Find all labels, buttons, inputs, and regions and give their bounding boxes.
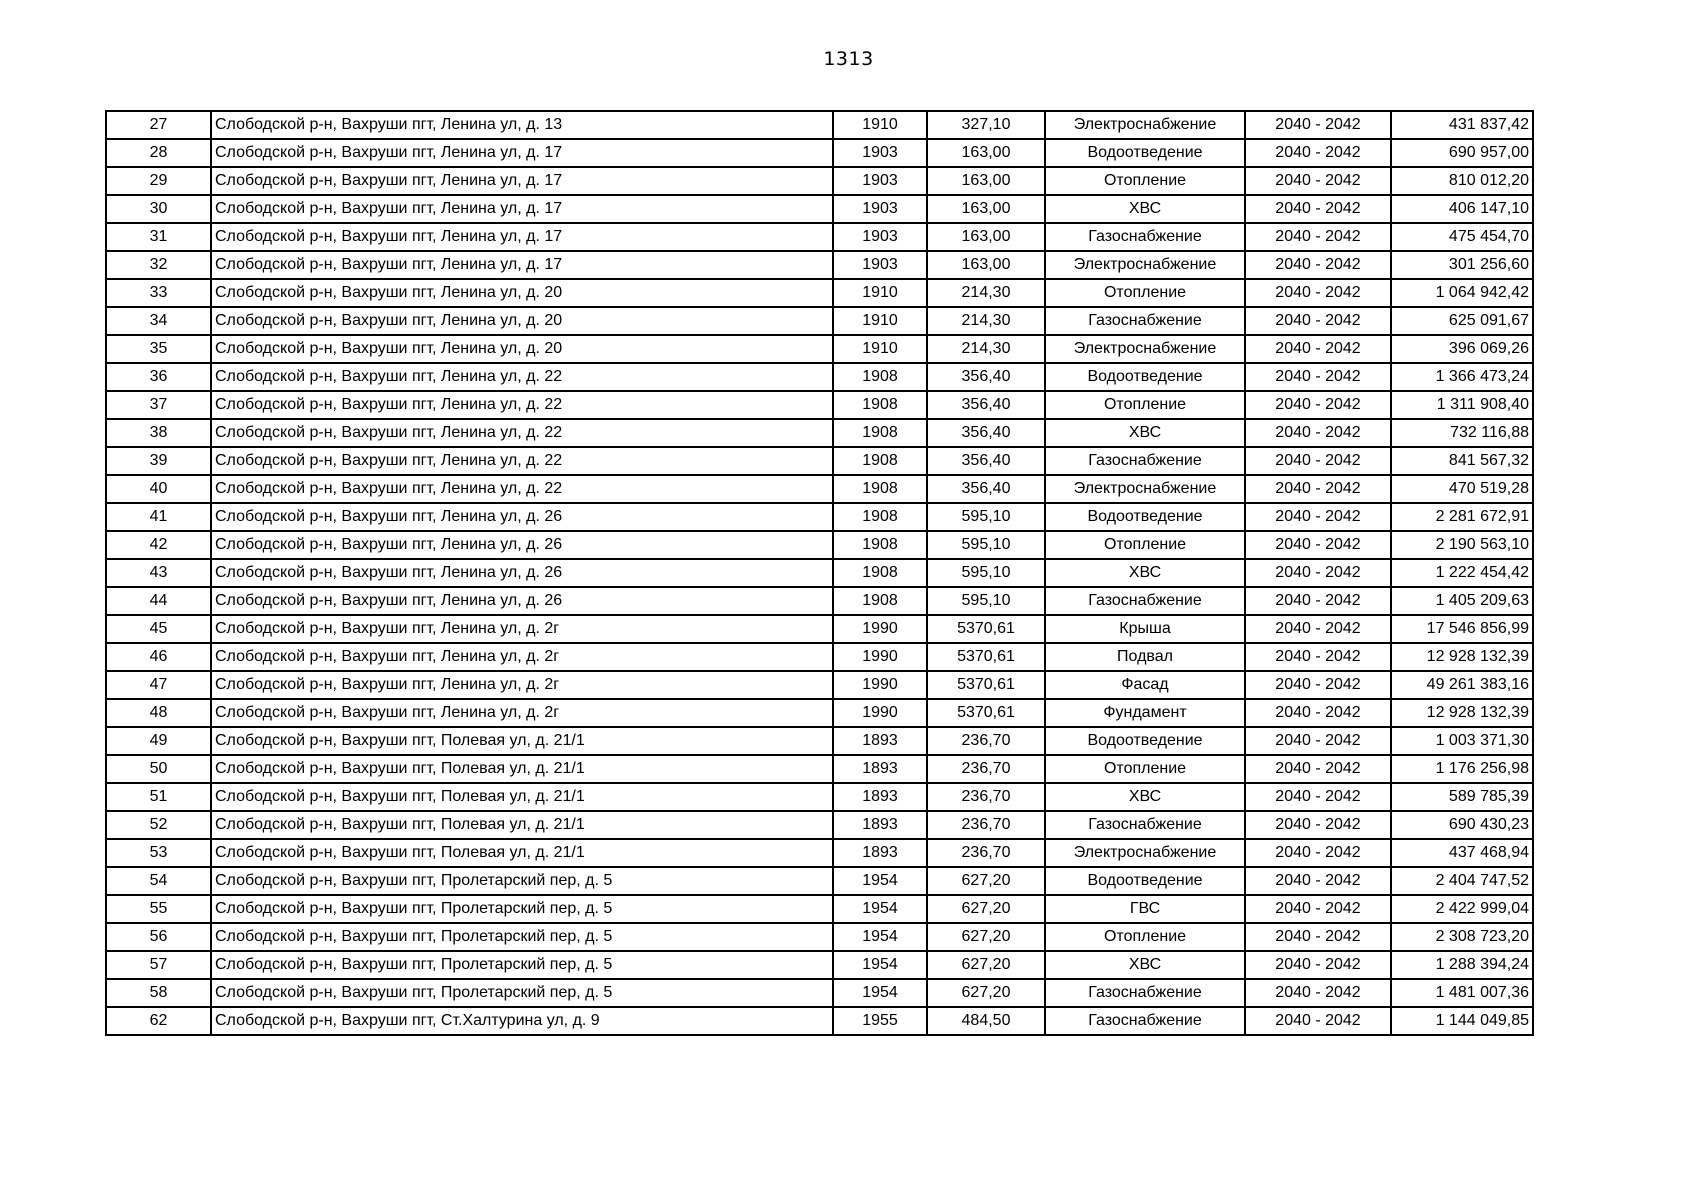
address-cell: Слободской р-н, Вахруши пгт, Ленина ул, д. 2г	[211, 643, 833, 671]
year-built-cell: 1903	[833, 223, 927, 251]
cost-cell: 841 567,32	[1391, 447, 1533, 475]
row-number-cell: 54	[106, 867, 211, 895]
period-cell: 2040 - 2042	[1245, 447, 1391, 475]
address-cell: Слободской р-н, Вахруши пгт, Пролетарский пер, д. 5	[211, 923, 833, 951]
year-built-cell: 1908	[833, 475, 927, 503]
row-number-cell: 62	[106, 1007, 211, 1035]
table-row	[106, 895, 1533, 923]
work-type-cell: Электроснабжение	[1045, 251, 1245, 279]
year-built-cell: 1954	[833, 979, 927, 1007]
work-type-cell: Водоотведение	[1045, 139, 1245, 167]
work-type-cell: ХВС	[1045, 419, 1245, 447]
row-number-cell: 44	[106, 587, 211, 615]
period-cell: 2040 - 2042	[1245, 279, 1391, 307]
period-cell: 2040 - 2042	[1245, 615, 1391, 643]
year-built-cell: 1903	[833, 139, 927, 167]
cost-cell: 396 069,26	[1391, 335, 1533, 363]
row-number-cell: 41	[106, 503, 211, 531]
table-row	[106, 615, 1533, 643]
period-cell: 2040 - 2042	[1245, 559, 1391, 587]
cost-cell: 1 481 007,36	[1391, 979, 1533, 1007]
work-type-cell: Газоснабжение	[1045, 979, 1245, 1007]
cost-cell: 2 190 563,10	[1391, 531, 1533, 559]
area-cell: 595,10	[927, 559, 1045, 587]
address-cell: Слободской р-н, Вахруши пгт, Ст.Халтурина ул, д. 9	[211, 1007, 833, 1035]
period-cell: 2040 - 2042	[1245, 895, 1391, 923]
row-number-cell: 45	[106, 615, 211, 643]
work-type-cell: ХВС	[1045, 195, 1245, 223]
cost-cell: 12 928 132,39	[1391, 643, 1533, 671]
cost-cell: 2 308 723,20	[1391, 923, 1533, 951]
period-cell: 2040 - 2042	[1245, 223, 1391, 251]
table-row	[106, 811, 1533, 839]
row-number-cell: 30	[106, 195, 211, 223]
row-number-cell: 34	[106, 307, 211, 335]
address-cell: Слободской р-н, Вахруши пгт, Полевая ул, д. 21/1	[211, 755, 833, 783]
row-number-cell: 37	[106, 391, 211, 419]
year-built-cell: 1990	[833, 615, 927, 643]
row-number-cell: 40	[106, 475, 211, 503]
table-row	[106, 167, 1533, 195]
work-type-cell: Электроснабжение	[1045, 839, 1245, 867]
address-cell: Слободской р-н, Вахруши пгт, Ленина ул, д. 22	[211, 475, 833, 503]
table-row	[106, 195, 1533, 223]
table-row	[106, 447, 1533, 475]
work-type-cell: Отопление	[1045, 391, 1245, 419]
cost-cell: 690 430,23	[1391, 811, 1533, 839]
year-built-cell: 1954	[833, 923, 927, 951]
address-cell: Слободской р-н, Вахруши пгт, Ленина ул, д. 2г	[211, 671, 833, 699]
cost-cell: 1 288 394,24	[1391, 951, 1533, 979]
year-built-cell: 1893	[833, 783, 927, 811]
address-cell: Слободской р-н, Вахруши пгт, Полевая ул, д. 21/1	[211, 839, 833, 867]
area-cell: 595,10	[927, 531, 1045, 559]
row-number-cell: 48	[106, 699, 211, 727]
table-row	[106, 671, 1533, 699]
address-cell: Слободской р-н, Вахруши пгт, Ленина ул, д. 20	[211, 335, 833, 363]
period-cell: 2040 - 2042	[1245, 671, 1391, 699]
area-cell: 214,30	[927, 335, 1045, 363]
period-cell: 2040 - 2042	[1245, 139, 1391, 167]
page-number: 1313	[823, 48, 874, 70]
address-cell: Слободской р-н, Вахруши пгт, Ленина ул, д. 2г	[211, 699, 833, 727]
row-number-cell: 43	[106, 559, 211, 587]
row-number-cell: 49	[106, 727, 211, 755]
row-number-cell: 56	[106, 923, 211, 951]
address-cell: Слободской р-н, Вахруши пгт, Ленина ул, д. 22	[211, 391, 833, 419]
area-cell: 356,40	[927, 391, 1045, 419]
year-built-cell: 1990	[833, 671, 927, 699]
area-cell: 627,20	[927, 923, 1045, 951]
address-cell: Слободской р-н, Вахруши пгт, Ленина ул, д. 2г	[211, 615, 833, 643]
address-cell: Слободской р-н, Вахруши пгт, Полевая ул, д. 21/1	[211, 727, 833, 755]
row-number-cell: 55	[106, 895, 211, 923]
year-built-cell: 1954	[833, 895, 927, 923]
period-cell: 2040 - 2042	[1245, 335, 1391, 363]
area-cell: 627,20	[927, 979, 1045, 1007]
row-number-cell: 33	[106, 279, 211, 307]
table-row	[106, 531, 1533, 559]
cost-cell: 1 003 371,30	[1391, 727, 1533, 755]
period-cell: 2040 - 2042	[1245, 363, 1391, 391]
address-cell: Слободской р-н, Вахруши пгт, Ленина ул, д. 20	[211, 279, 833, 307]
year-built-cell: 1990	[833, 699, 927, 727]
year-built-cell: 1893	[833, 727, 927, 755]
row-number-cell: 28	[106, 139, 211, 167]
work-type-cell: Электроснабжение	[1045, 111, 1245, 139]
table-row	[106, 867, 1533, 895]
cost-cell: 625 091,67	[1391, 307, 1533, 335]
year-built-cell: 1908	[833, 419, 927, 447]
year-built-cell: 1903	[833, 251, 927, 279]
table-row	[106, 727, 1533, 755]
table-row	[106, 251, 1533, 279]
period-cell: 2040 - 2042	[1245, 587, 1391, 615]
table-row	[106, 279, 1533, 307]
area-cell: 595,10	[927, 503, 1045, 531]
row-number-cell: 57	[106, 951, 211, 979]
work-type-cell: Электроснабжение	[1045, 335, 1245, 363]
table-row	[106, 783, 1533, 811]
address-cell: Слободской р-н, Вахруши пгт, Ленина ул, д. 22	[211, 419, 833, 447]
area-cell: 484,50	[927, 1007, 1045, 1035]
table-row	[106, 699, 1533, 727]
row-number-cell: 53	[106, 839, 211, 867]
cost-cell: 1 144 049,85	[1391, 1007, 1533, 1035]
table-row	[106, 979, 1533, 1007]
row-number-cell: 27	[106, 111, 211, 139]
address-cell: Слободской р-н, Вахруши пгт, Ленина ул, д. 17	[211, 195, 833, 223]
work-type-cell: Газоснабжение	[1045, 223, 1245, 251]
area-cell: 214,30	[927, 307, 1045, 335]
work-type-cell: ХВС	[1045, 951, 1245, 979]
period-cell: 2040 - 2042	[1245, 475, 1391, 503]
cost-cell: 1 405 209,63	[1391, 587, 1533, 615]
period-cell: 2040 - 2042	[1245, 979, 1391, 1007]
address-cell: Слободской р-н, Вахруши пгт, Ленина ул, д. 13	[211, 111, 833, 139]
work-type-cell: Отопление	[1045, 923, 1245, 951]
address-cell: Слободской р-н, Вахруши пгт, Ленина ул, д. 17	[211, 223, 833, 251]
year-built-cell: 1910	[833, 335, 927, 363]
area-cell: 163,00	[927, 223, 1045, 251]
work-type-cell: Газоснабжение	[1045, 811, 1245, 839]
cost-cell: 2 422 999,04	[1391, 895, 1533, 923]
cost-cell: 437 468,94	[1391, 839, 1533, 867]
table-row	[106, 755, 1533, 783]
row-number-cell: 35	[106, 335, 211, 363]
table-row	[106, 643, 1533, 671]
work-type-cell: Газоснабжение	[1045, 1007, 1245, 1035]
table-row	[106, 223, 1533, 251]
cost-cell: 1 366 473,24	[1391, 363, 1533, 391]
area-cell: 236,70	[927, 755, 1045, 783]
work-type-cell: ХВС	[1045, 559, 1245, 587]
cost-cell: 17 546 856,99	[1391, 615, 1533, 643]
table-row	[106, 335, 1533, 363]
period-cell: 2040 - 2042	[1245, 699, 1391, 727]
work-type-cell: Водоотведение	[1045, 363, 1245, 391]
work-type-cell: Газоснабжение	[1045, 447, 1245, 475]
year-built-cell: 1903	[833, 167, 927, 195]
year-built-cell: 1908	[833, 447, 927, 475]
area-cell: 5370,61	[927, 671, 1045, 699]
year-built-cell: 1908	[833, 531, 927, 559]
period-cell: 2040 - 2042	[1245, 167, 1391, 195]
area-cell: 595,10	[927, 587, 1045, 615]
address-cell: Слободской р-н, Вахруши пгт, Пролетарский пер, д. 5	[211, 979, 833, 1007]
cost-cell: 589 785,39	[1391, 783, 1533, 811]
work-type-cell: Фундамент	[1045, 699, 1245, 727]
year-built-cell: 1908	[833, 363, 927, 391]
table-row	[106, 391, 1533, 419]
work-type-cell: Водоотведение	[1045, 727, 1245, 755]
area-cell: 5370,61	[927, 699, 1045, 727]
period-cell: 2040 - 2042	[1245, 111, 1391, 139]
area-cell: 356,40	[927, 419, 1045, 447]
area-cell: 356,40	[927, 475, 1045, 503]
row-number-cell: 50	[106, 755, 211, 783]
year-built-cell: 1908	[833, 391, 927, 419]
address-cell: Слободской р-н, Вахруши пгт, Ленина ул, д. 17	[211, 167, 833, 195]
work-type-cell: Газоснабжение	[1045, 307, 1245, 335]
address-cell: Слободской р-н, Вахруши пгт, Пролетарский пер, д. 5	[211, 895, 833, 923]
work-type-cell: Крыша	[1045, 615, 1245, 643]
period-cell: 2040 - 2042	[1245, 811, 1391, 839]
work-type-cell: Газоснабжение	[1045, 587, 1245, 615]
year-built-cell: 1893	[833, 811, 927, 839]
year-built-cell: 1990	[833, 643, 927, 671]
period-cell: 2040 - 2042	[1245, 1007, 1391, 1035]
table-row	[106, 111, 1533, 139]
period-cell: 2040 - 2042	[1245, 923, 1391, 951]
row-number-cell: 29	[106, 167, 211, 195]
work-type-cell: Фасад	[1045, 671, 1245, 699]
table-row	[106, 363, 1533, 391]
table-row	[106, 475, 1533, 503]
row-number-cell: 58	[106, 979, 211, 1007]
cost-cell: 470 519,28	[1391, 475, 1533, 503]
row-number-cell: 42	[106, 531, 211, 559]
period-cell: 2040 - 2042	[1245, 951, 1391, 979]
year-built-cell: 1910	[833, 279, 927, 307]
year-built-cell: 1908	[833, 559, 927, 587]
area-cell: 5370,61	[927, 615, 1045, 643]
address-cell: Слободской р-н, Вахруши пгт, Ленина ул, д. 22	[211, 447, 833, 475]
row-number-cell: 51	[106, 783, 211, 811]
year-built-cell: 1954	[833, 867, 927, 895]
address-cell: Слободской р-н, Вахруши пгт, Полевая ул, д. 21/1	[211, 811, 833, 839]
row-number-cell: 52	[106, 811, 211, 839]
table-row	[106, 503, 1533, 531]
area-cell: 163,00	[927, 251, 1045, 279]
period-cell: 2040 - 2042	[1245, 867, 1391, 895]
cost-cell: 2 281 672,91	[1391, 503, 1533, 531]
table-row	[106, 951, 1533, 979]
address-cell: Слободской р-н, Вахруши пгт, Ленина ул, д. 26	[211, 503, 833, 531]
area-cell: 627,20	[927, 951, 1045, 979]
row-number-cell: 47	[106, 671, 211, 699]
address-cell: Слободской р-н, Вахруши пгт, Полевая ул, д. 21/1	[211, 783, 833, 811]
area-cell: 214,30	[927, 279, 1045, 307]
row-number-cell: 46	[106, 643, 211, 671]
area-cell: 356,40	[927, 447, 1045, 475]
table-row	[106, 139, 1533, 167]
year-built-cell: 1910	[833, 111, 927, 139]
period-cell: 2040 - 2042	[1245, 783, 1391, 811]
area-cell: 163,00	[927, 139, 1045, 167]
area-cell: 627,20	[927, 867, 1045, 895]
address-cell: Слободской р-н, Вахруши пгт, Ленина ул, д. 26	[211, 531, 833, 559]
period-cell: 2040 - 2042	[1245, 643, 1391, 671]
area-cell: 163,00	[927, 195, 1045, 223]
work-type-cell: Отопление	[1045, 279, 1245, 307]
table-body	[106, 111, 1533, 1035]
period-cell: 2040 - 2042	[1245, 531, 1391, 559]
cost-cell: 732 116,88	[1391, 419, 1533, 447]
area-cell: 236,70	[927, 811, 1045, 839]
period-cell: 2040 - 2042	[1245, 391, 1391, 419]
address-cell: Слободской р-н, Вахруши пгт, Ленина ул, д. 26	[211, 559, 833, 587]
row-number-cell: 38	[106, 419, 211, 447]
year-built-cell: 1910	[833, 307, 927, 335]
row-number-cell: 36	[106, 363, 211, 391]
period-cell: 2040 - 2042	[1245, 727, 1391, 755]
table-row	[106, 923, 1533, 951]
work-type-cell: Электроснабжение	[1045, 475, 1245, 503]
row-number-cell: 31	[106, 223, 211, 251]
work-type-cell: ГВС	[1045, 895, 1245, 923]
year-built-cell: 1908	[833, 503, 927, 531]
period-cell: 2040 - 2042	[1245, 755, 1391, 783]
period-cell: 2040 - 2042	[1245, 307, 1391, 335]
table-row	[106, 587, 1533, 615]
area-cell: 356,40	[927, 363, 1045, 391]
area-cell: 327,10	[927, 111, 1045, 139]
work-type-cell: ХВС	[1045, 783, 1245, 811]
area-cell: 236,70	[927, 783, 1045, 811]
address-cell: Слободской р-н, Вахруши пгт, Ленина ул, д. 22	[211, 363, 833, 391]
year-built-cell: 1903	[833, 195, 927, 223]
period-cell: 2040 - 2042	[1245, 839, 1391, 867]
repair-schedule-table	[105, 110, 1534, 1036]
cost-cell: 12 928 132,39	[1391, 699, 1533, 727]
work-type-cell: Подвал	[1045, 643, 1245, 671]
period-cell: 2040 - 2042	[1245, 503, 1391, 531]
cost-cell: 810 012,20	[1391, 167, 1533, 195]
cost-cell: 475 454,70	[1391, 223, 1533, 251]
address-cell: Слободской р-н, Вахруши пгт, Пролетарский пер, д. 5	[211, 867, 833, 895]
period-cell: 2040 - 2042	[1245, 195, 1391, 223]
table-row	[106, 307, 1533, 335]
year-built-cell: 1954	[833, 951, 927, 979]
cost-cell: 1 222 454,42	[1391, 559, 1533, 587]
address-cell: Слободской р-н, Вахруши пгт, Ленина ул, д. 20	[211, 307, 833, 335]
table-row	[106, 559, 1533, 587]
cost-cell: 1 176 256,98	[1391, 755, 1533, 783]
year-built-cell: 1908	[833, 587, 927, 615]
area-cell: 236,70	[927, 839, 1045, 867]
period-cell: 2040 - 2042	[1245, 419, 1391, 447]
cost-cell: 49 261 383,16	[1391, 671, 1533, 699]
area-cell: 5370,61	[927, 643, 1045, 671]
address-cell: Слободской р-н, Вахруши пгт, Ленина ул, д. 17	[211, 139, 833, 167]
cost-cell: 1 311 908,40	[1391, 391, 1533, 419]
cost-cell: 690 957,00	[1391, 139, 1533, 167]
area-cell: 627,20	[927, 895, 1045, 923]
period-cell: 2040 - 2042	[1245, 251, 1391, 279]
address-cell: Слободской р-н, Вахруши пгт, Ленина ул, д. 26	[211, 587, 833, 615]
address-cell: Слободской р-н, Вахруши пгт, Пролетарский пер, д. 5	[211, 951, 833, 979]
row-number-cell: 39	[106, 447, 211, 475]
work-type-cell: Водоотведение	[1045, 503, 1245, 531]
table-row	[106, 419, 1533, 447]
year-built-cell: 1893	[833, 839, 927, 867]
work-type-cell: Водоотведение	[1045, 867, 1245, 895]
work-type-cell: Отопление	[1045, 755, 1245, 783]
year-built-cell: 1955	[833, 1007, 927, 1035]
area-cell: 163,00	[927, 167, 1045, 195]
cost-cell: 406 147,10	[1391, 195, 1533, 223]
table-row	[106, 839, 1533, 867]
cost-cell: 2 404 747,52	[1391, 867, 1533, 895]
table-row	[106, 1007, 1533, 1035]
cost-cell: 1 064 942,42	[1391, 279, 1533, 307]
row-number-cell: 32	[106, 251, 211, 279]
cost-cell: 431 837,42	[1391, 111, 1533, 139]
year-built-cell: 1893	[833, 755, 927, 783]
work-type-cell: Отопление	[1045, 531, 1245, 559]
work-type-cell: Отопление	[1045, 167, 1245, 195]
address-cell: Слободской р-н, Вахруши пгт, Ленина ул, д. 17	[211, 251, 833, 279]
cost-cell: 301 256,60	[1391, 251, 1533, 279]
area-cell: 236,70	[927, 727, 1045, 755]
